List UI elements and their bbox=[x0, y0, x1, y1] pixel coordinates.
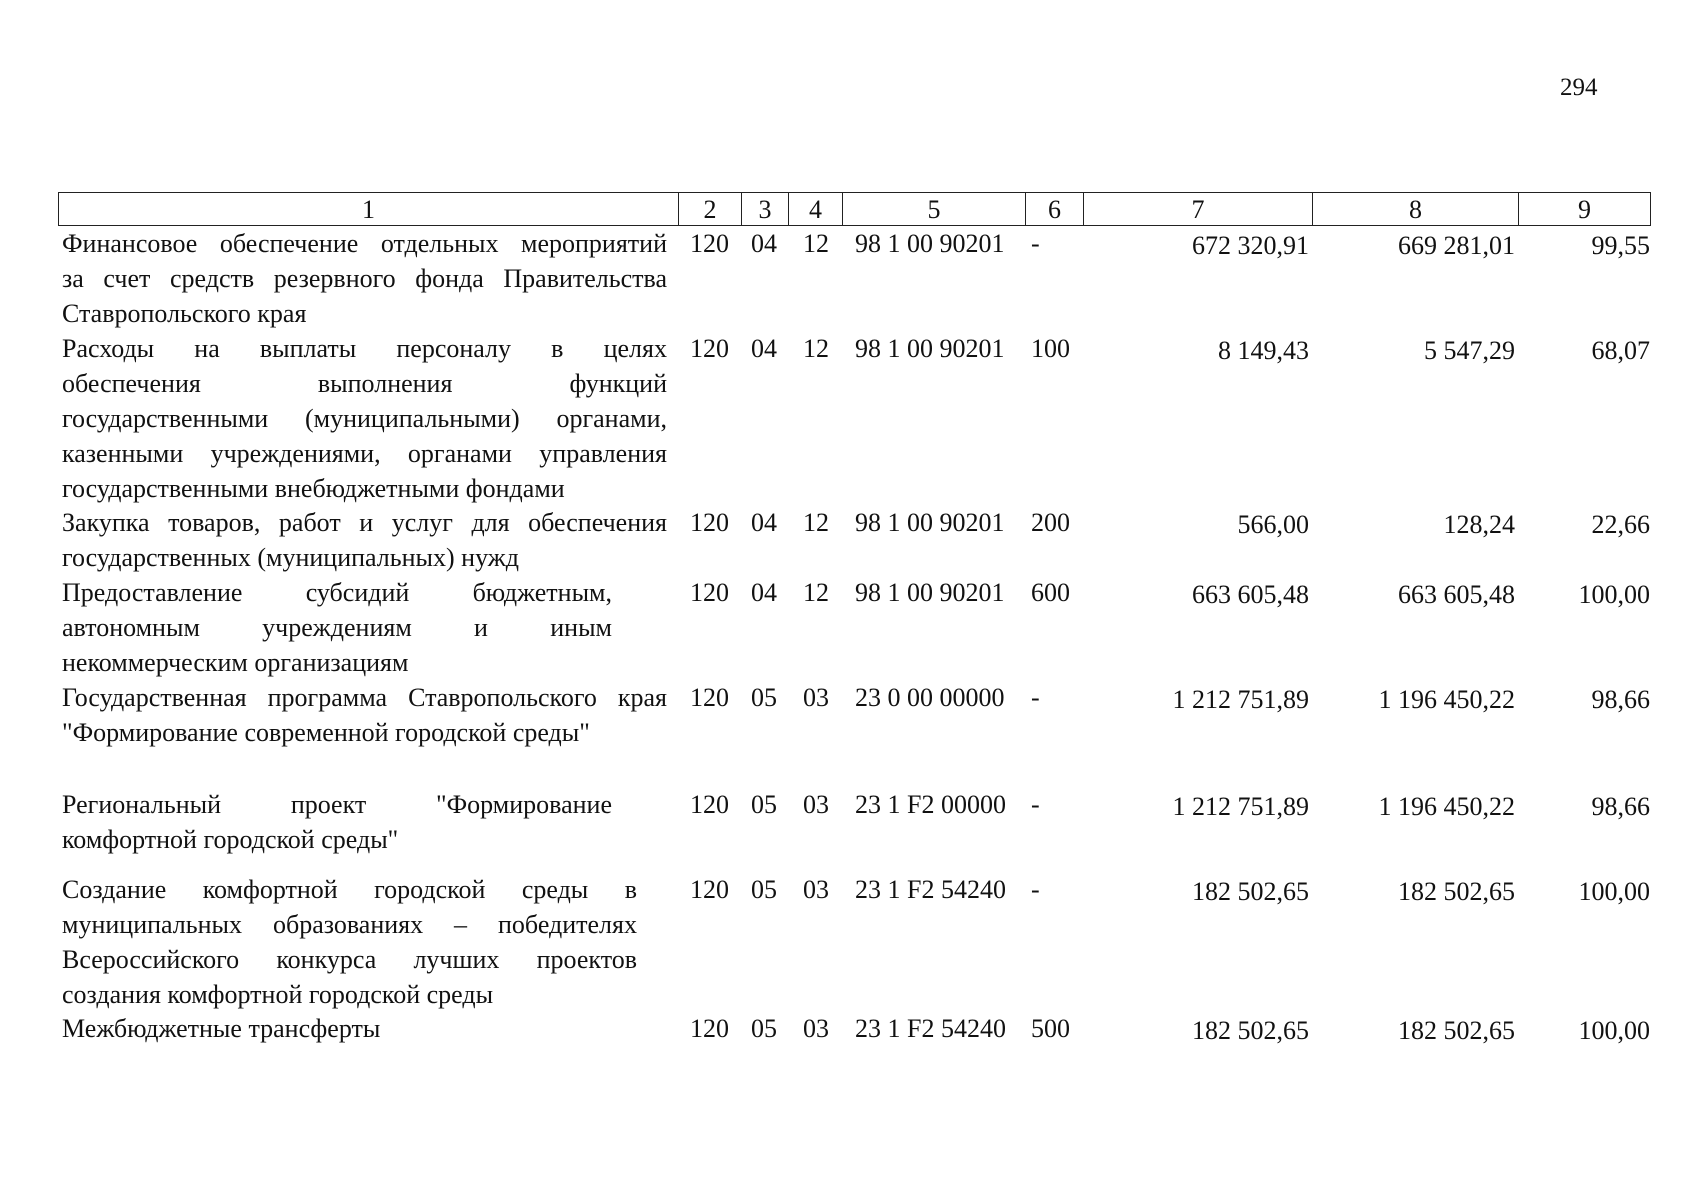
cell-col-6: - bbox=[1031, 229, 1040, 258]
column-number-header bbox=[58, 192, 1651, 226]
description-line: казенными учреждениями, органами управления bbox=[62, 439, 667, 468]
cell-col-5: 23 1 F2 54240 bbox=[855, 875, 1006, 904]
row-description bbox=[62, 331, 667, 506]
cell-col-9: 100,00 bbox=[1578, 1016, 1650, 1045]
cell-col-4: 03 bbox=[803, 1014, 829, 1043]
cell-col-3: 04 bbox=[751, 578, 777, 607]
row-description bbox=[62, 226, 667, 331]
cell-col-9: 22,66 bbox=[1591, 510, 1650, 539]
cell-col-6: - bbox=[1031, 683, 1040, 712]
description-line: Региональный проект "Формирование bbox=[62, 790, 612, 819]
header-col-9: 9 bbox=[1519, 193, 1651, 226]
cell-col-9: 100,00 bbox=[1578, 877, 1650, 906]
cell-col-5: 98 1 00 90201 bbox=[855, 229, 1005, 258]
cell-col-6: 200 bbox=[1031, 508, 1070, 537]
page-number: 294 bbox=[1560, 74, 1598, 101]
row-description bbox=[62, 680, 667, 750]
cell-col-2: 120 bbox=[690, 790, 729, 819]
description-line: "Формирование современной городской среды" bbox=[62, 718, 590, 747]
description-line: Предоставление субсидий бюджетным, bbox=[62, 578, 612, 607]
cell-col-9: 98,66 bbox=[1591, 685, 1650, 714]
header-col-5: 5 bbox=[843, 193, 1026, 226]
cell-col-9: 68,07 bbox=[1591, 336, 1650, 365]
cell-col-6: 600 bbox=[1031, 578, 1070, 607]
description-line: Финансовое обеспечение отдельных мероприятий bbox=[62, 229, 667, 258]
cell-col-6: 500 bbox=[1031, 1014, 1070, 1043]
row-description bbox=[62, 505, 667, 575]
header-col-3: 3 bbox=[742, 193, 789, 226]
description-line: некоммерческим организациям bbox=[62, 648, 409, 677]
cell-col-7: 1 212 751,89 bbox=[1172, 792, 1309, 821]
cell-col-7: 8 149,43 bbox=[1218, 336, 1309, 365]
cell-col-2: 120 bbox=[690, 875, 729, 904]
description-line: за счет средств резервного фонда Правительства bbox=[62, 264, 667, 293]
cell-col-8: 128,24 bbox=[1443, 510, 1515, 539]
cell-col-3: 04 bbox=[751, 229, 777, 258]
cell-col-2: 120 bbox=[690, 229, 729, 258]
header-col-1: 1 bbox=[59, 193, 679, 226]
cell-col-5: 23 1 F2 00000 bbox=[855, 790, 1006, 819]
cell-col-8: 182 502,65 bbox=[1398, 1016, 1515, 1045]
cell-col-4: 12 bbox=[803, 334, 829, 363]
description-line: Межбюджетные трансферты bbox=[62, 1014, 381, 1043]
cell-col-6: - bbox=[1031, 875, 1040, 904]
cell-col-2: 120 bbox=[690, 1014, 729, 1043]
cell-col-4: 03 bbox=[803, 875, 829, 904]
cell-col-7: 566,00 bbox=[1237, 510, 1309, 539]
cell-col-8: 663 605,48 bbox=[1398, 580, 1515, 609]
header-col-8: 8 bbox=[1313, 193, 1519, 226]
cell-col-8: 182 502,65 bbox=[1398, 877, 1515, 906]
cell-col-5: 23 1 F2 54240 bbox=[855, 1014, 1006, 1043]
cell-col-3: 04 bbox=[751, 334, 777, 363]
cell-col-4: 12 bbox=[803, 229, 829, 258]
cell-col-7: 182 502,65 bbox=[1192, 877, 1309, 906]
cell-col-4: 03 bbox=[803, 790, 829, 819]
cell-col-8: 5 547,29 bbox=[1424, 336, 1515, 365]
cell-col-5: 98 1 00 90201 bbox=[855, 508, 1005, 537]
cell-col-7: 672 320,91 bbox=[1192, 231, 1309, 260]
cell-col-5: 98 1 00 90201 bbox=[855, 578, 1005, 607]
description-line: комфортной городской среды" bbox=[62, 825, 399, 854]
row-description bbox=[62, 1011, 667, 1046]
header-col-7: 7 bbox=[1084, 193, 1313, 226]
cell-col-8: 1 196 450,22 bbox=[1378, 792, 1515, 821]
cell-col-7: 1 212 751,89 bbox=[1172, 685, 1309, 714]
description-line: Закупка товаров, работ и услуг для обеспечения bbox=[62, 508, 667, 537]
description-line: Расходы на выплаты персоналу в целях bbox=[62, 334, 667, 363]
cell-col-9: 100,00 bbox=[1578, 580, 1650, 609]
row-description bbox=[62, 872, 637, 1012]
header-col-6: 6 bbox=[1026, 193, 1084, 226]
cell-col-5: 23 0 00 00000 bbox=[855, 683, 1005, 712]
cell-col-4: 03 bbox=[803, 683, 829, 712]
description-line: государственными (муниципальными) органами, bbox=[62, 404, 667, 433]
cell-col-5: 98 1 00 90201 bbox=[855, 334, 1005, 363]
header-col-2: 2 bbox=[679, 193, 742, 226]
cell-col-6: - bbox=[1031, 790, 1040, 819]
description-line: создания комфортной городской среды bbox=[62, 980, 494, 1009]
cell-col-8: 1 196 450,22 bbox=[1378, 685, 1515, 714]
description-line: Всероссийского конкурса лучших проектов bbox=[62, 945, 637, 974]
description-line: Государственная программа Ставропольского края bbox=[62, 683, 667, 712]
cell-col-3: 05 bbox=[751, 1014, 777, 1043]
cell-col-9: 99,55 bbox=[1591, 231, 1650, 260]
cell-col-3: 04 bbox=[751, 508, 777, 537]
description-line: Создание комфортной городской среды в bbox=[62, 875, 637, 904]
cell-col-7: 182 502,65 bbox=[1192, 1016, 1309, 1045]
description-line: государственных (муниципальных) нужд bbox=[62, 543, 519, 572]
cell-col-9: 98,66 bbox=[1591, 792, 1650, 821]
cell-col-6: 100 bbox=[1031, 334, 1070, 363]
description-line: автономным учреждениям и иным bbox=[62, 613, 612, 642]
description-line: муниципальных образованиях – победителях bbox=[62, 910, 637, 939]
description-line: Ставропольского края bbox=[62, 299, 307, 328]
cell-col-3: 05 bbox=[751, 790, 777, 819]
description-line: государственными внебюджетными фондами bbox=[62, 474, 565, 503]
description-line: обеспечения выполнения функций bbox=[62, 369, 667, 398]
row-description bbox=[62, 575, 612, 680]
cell-col-2: 120 bbox=[690, 508, 729, 537]
cell-col-7: 663 605,48 bbox=[1192, 580, 1309, 609]
header-col-4: 4 bbox=[789, 193, 843, 226]
cell-col-2: 120 bbox=[690, 578, 729, 607]
row-description bbox=[62, 787, 612, 857]
cell-col-8: 669 281,01 bbox=[1398, 231, 1515, 260]
cell-col-3: 05 bbox=[751, 875, 777, 904]
cell-col-3: 05 bbox=[751, 683, 777, 712]
cell-col-2: 120 bbox=[690, 683, 729, 712]
cell-col-4: 12 bbox=[803, 508, 829, 537]
cell-col-2: 120 bbox=[690, 334, 729, 363]
cell-col-4: 12 bbox=[803, 578, 829, 607]
